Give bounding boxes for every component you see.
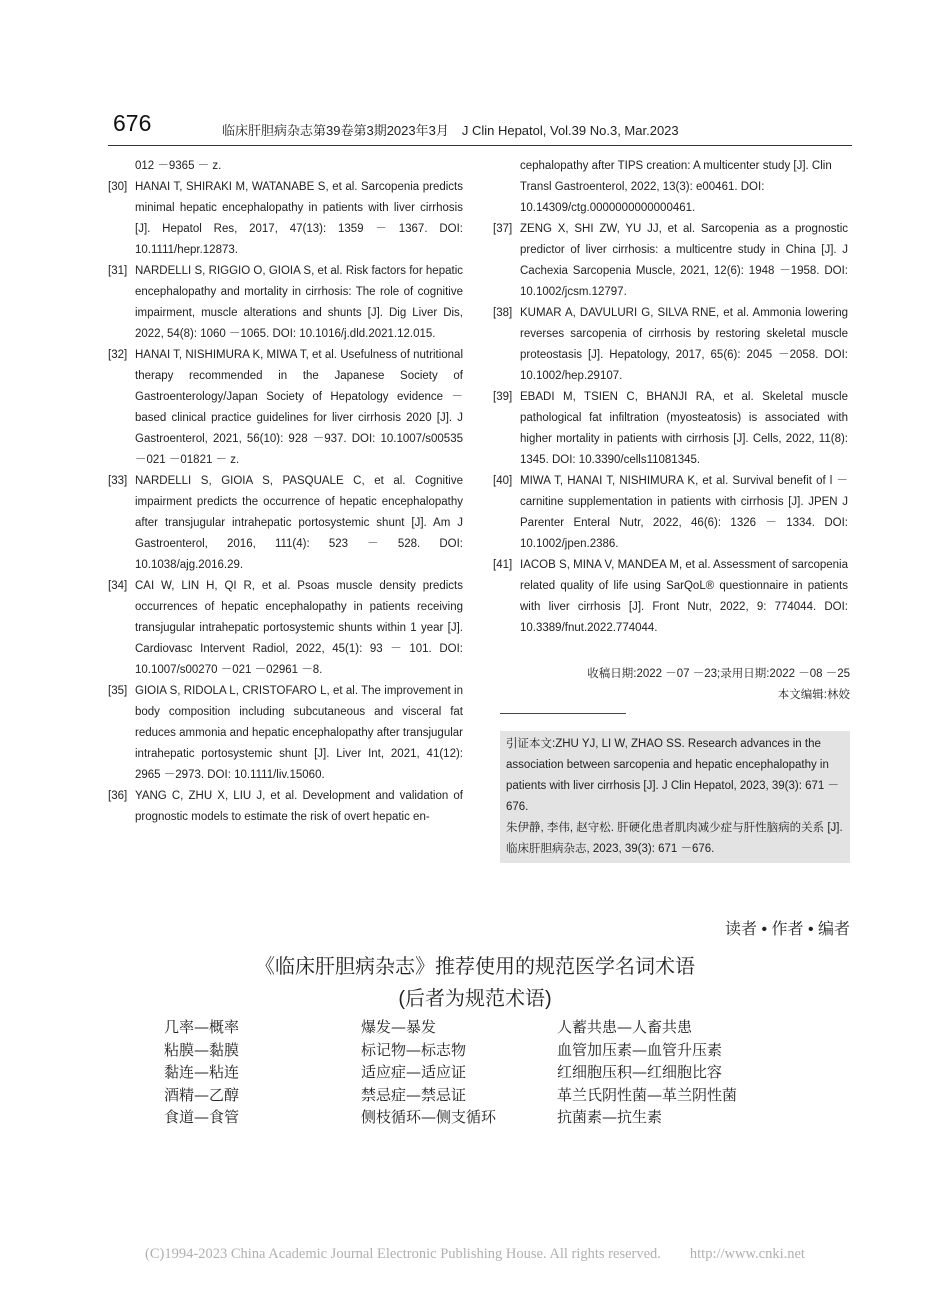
reference-item (493, 387, 848, 471)
article-dates (500, 664, 850, 706)
reference-item (108, 471, 463, 576)
reference-text: NARDELLI S, GIOIA S, PASQUALE C, et al. Cognitive impairment predicts the occurrence of hepatic encephalopathy after transjugular intrahepatic portosystemic shunt [J]. Am J Gastroenterol, 2016, 111(4): 523 － 528. DOI: 10.1038/ajg.2016.29. (135, 475, 463, 571)
reference-item (493, 219, 848, 303)
reference-text: EBADI M, TSIEN C, BHANJI RA, et al. Skeletal muscle pathological fat infiltration (myosteatosis) is associated with higher mortality in patients with cirrhosis [J]. Cells, 2022, 11(8): 1345. DOI: 10.3390/cells11081345. (520, 391, 848, 466)
terms-column-2 (361, 1016, 496, 1129)
reference-number: [38] (493, 307, 513, 319)
term-pair: 粘膜—黏膜 (164, 1040, 240, 1059)
reference-text: CAI W, LIN H, QI R, et al. Psoas muscle density predicts occurrences of hepatic encephalopathy in patients receiving transjugular intrahepatic portosystemic shunts within 1 year [J]. Cardiovasc Intervent Radiol, 2022, 45(1): 93 － 101. DOI: 10.1007/s00270 －021 －02961 －8. (135, 580, 463, 676)
reference-number: [41] (493, 559, 513, 571)
term-pair: 黏连—粘连 (164, 1063, 240, 1081)
reference-number: [31] (108, 265, 128, 277)
reference-text: YANG C, ZHU X, LIU J, et al. Development and validation of prognostic models to estimate the risk of overt hepatic en- (135, 790, 463, 823)
reference-number: [30] (108, 181, 128, 193)
terms-column-3 (557, 1016, 737, 1129)
reference-number: [36] (108, 790, 128, 802)
reference-item (108, 345, 463, 471)
received-accepted-dates: 收稿日期:2022 －07 －23;录用日期:2022 －08 －25 (587, 668, 850, 680)
reference-item (493, 555, 848, 639)
reference-item (108, 681, 463, 786)
term-pair: 禁忌症—禁忌证 (361, 1085, 467, 1104)
journal-header: 临床肝胆病杂志第39卷第3期2023年3月 J Clin Hepatol, Vol.39 No.3, Mar.2023 (222, 123, 679, 138)
term-pair: 爆发—暴发 (361, 1018, 437, 1036)
terms-title: 《临床肝胆病杂志》推荐使用的规范医学名词术语 (255, 956, 695, 978)
reference-continuation: 012 －9365 － z. (135, 160, 222, 172)
right-reference-column (493, 156, 848, 639)
term-pair: 人蓄共患—人畜共患 (557, 1018, 693, 1036)
reference-text: GIOIA S, RIDOLA L, CRISTOFARO L, et al. The improvement in body composition including subcutaneous and visceral fat reduces ammonia and hepatic encephalopathy after transjugular intrahepatic portosystemic shunt [J]. Liver Int, 2021, 41(12): 2965 －2973. DOI: 10.1111/liv.15060. (135, 685, 463, 781)
term-pair: 标记物—标志物 (361, 1040, 467, 1059)
term-pair: 侧枝循环—侧支循环 (361, 1108, 497, 1126)
reference-continuation: cephalopathy after TIPS creation: A multicenter study [J]. Clin Transl Gastroenterol, 2022, 13(3): e00461. DOI: 10.14309/ctg.0000000000000461. (520, 160, 832, 214)
reference-text: KUMAR A, DAVULURI G, SILVA RNE, et al. Ammonia lowering reverses sarcopenia of cirrhosis by restoring skeletal muscle proteostasis [J]. Hepatology, 2017, 65(6): 2045 －2058. DOI: 10.1002/hep.29107. (520, 307, 848, 382)
reference-number: [34] (108, 580, 128, 592)
citation-chinese: 朱伊静, 李伟, 赵守松. 肝硬化患者肌肉减少症与肝性脑病的关系 [J]. 临床肝胆病杂志, 2023, 39(3): 671 －676. (506, 822, 843, 855)
citation-rule (500, 713, 626, 714)
term-pair: 适应症—适应证 (361, 1063, 467, 1081)
reference-text: HANAI T, SHIRAKI M, WATANABE S, et al. Sarcopenia predicts minimal hepatic encephalopathy in patients with liver cirrhosis [J]. Hepatol Res, 2017, 47(13): 1359 － 1367. DOI: 10.1111/hepr.12873. (135, 181, 463, 256)
reference-item (108, 261, 463, 345)
copyright-footer: (C)1994-2023 China Academic Journal Electronic Publishing House. All rights reserved. http://www.cnki.net (145, 1246, 805, 1262)
reference-number: [37] (493, 223, 513, 235)
term-pair: 抗菌素—抗生素 (557, 1108, 663, 1126)
reference-text: IACOB S, MINA V, MANDEA M, et al. Assessment of sarcopenia related quality of life using SarQoL® questionnaire in patients with liver cirrhosis [J]. Front Nutr, 2022, 9: 774044. DOI: 10.3389/fnut.2022.774044. (520, 559, 848, 634)
reference-number: [39] (493, 391, 513, 403)
citation-english: 引证本文:ZHU YJ, LI W, ZHAO SS. Research advances in the association between sarcopenia and hepatic encephalopathy in patients with liver cirrhosis [J]. J Clin Hepatol, 2023, 39(3): 671 －676. (506, 738, 840, 813)
terms-column-1 (164, 1016, 239, 1129)
section-label: 读者 • 作者 • 编者 (725, 921, 850, 938)
reference-number: [32] (108, 349, 128, 361)
reference-number: [33] (108, 475, 128, 487)
citation-box (500, 731, 850, 863)
reference-text: MIWA T, HANAI T, NISHIMURA K, et al. Survival benefit of l － carnitine supplementation in patients with cirrhosis [J]. JPEN J Parenter Enteral Nutr, 2022, 46(6): 1326 － 1334. DOI: 10.1002/jpen.2386. (520, 475, 848, 550)
reference-item (108, 177, 463, 261)
term-pair: 食道—食管 (164, 1108, 240, 1126)
page-number: 676 (113, 110, 152, 136)
header-rule (108, 145, 852, 146)
term-pair: 几率—概率 (164, 1018, 240, 1036)
term-pair: 血管加压素—血管升压素 (557, 1040, 723, 1059)
left-reference-column (108, 156, 463, 828)
reference-item (493, 303, 848, 387)
reference-text: NARDELLI S, RIGGIO O, GIOIA S, et al. Risk factors for hepatic encephalopathy and mortality in cirrhosis: The role of cognitive impairment, muscle alterations and shunts [J]. Dig Liver Dis, 2022, 54(8): 1060 －1065. DOI: 10.1016/j.dld.2021.12.015. (135, 265, 463, 340)
reference-text: ZENG X, SHI ZW, YU JJ, et al. Sarcopenia as a prognostic predictor of liver cirrhosis: a multicentre study in China [J]. J Cachexia Sarcopenia Muscle, 2021, 12(6): 1948 －1958. DOI: 10.1002/jcsm.12797. (520, 223, 848, 298)
terms-subtitle: (后者为规范术语) (398, 988, 552, 1010)
reference-text: HANAI T, NISHIMURA K, MIWA T, et al. Usefulness of nutritional therapy recommended in the Japanese Society of Gastroenterology/Japan Society of Hepatology evidence － based clinical practice guidelines for liver cirrhosis 2020 [J]. J Gastroenterol, 2021, 56(10): 928 －937. DOI: 10.1007/s00535 －021 －01821 － z. (135, 349, 463, 466)
reference-number: [40] (493, 475, 513, 487)
reference-item (108, 576, 463, 681)
term-pair: 革兰氏阴性菌—革兰阴性菌 (557, 1085, 738, 1104)
reference-item (108, 786, 463, 828)
reference-item (493, 471, 848, 555)
term-pair: 红细胞压积—红细胞比容 (557, 1063, 723, 1081)
reference-number: [35] (108, 685, 128, 697)
editor-credit: 本文编辑:林姣 (777, 689, 850, 701)
term-pair: 酒精—乙醇 (164, 1085, 240, 1104)
